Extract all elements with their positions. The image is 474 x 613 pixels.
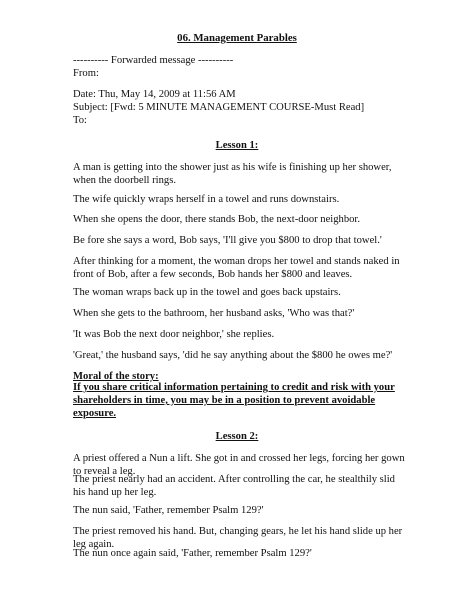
lesson-1-paragraph-6: The woman wraps back up in the towel and goes back upstairs. (73, 287, 341, 298)
lesson-1-heading: Lesson 1: (215, 140, 259, 151)
lesson-1-paragraph-7: When she gets to the bathroom, her husband asks, 'Who was that?' (73, 308, 355, 319)
lesson-2-paragraph-2: The priest nearly had an accident. After controlling the car, he stealthily slid his hand up her leg. (73, 474, 395, 498)
moral-text: If you share critical information pertaining to credit and risk with your shareholders in time, you may be in a position to prevent avoidable exposure. (73, 382, 395, 419)
lesson-2-paragraph-3: The nun said, 'Father, remember Psalm 129?' (73, 505, 264, 516)
to-line: To: (73, 115, 87, 126)
lesson-1-paragraph-3: When she opens the door, there stands Bob, the next-door neighbor. (73, 214, 361, 225)
document-title: 06. Management Parables (177, 32, 297, 44)
lesson-2-paragraph-4: The priest removed his hand. But, changing gears, he let his hand slide up her leg again. (73, 526, 403, 550)
moral-label: Moral of the story: (73, 371, 159, 382)
lesson-1-paragraph-2: The wife quickly wraps herself in a towel and runs downstairs. (73, 194, 340, 205)
lesson-1-paragraph-8: 'It was Bob the next door neighbor,' she replies. (73, 329, 275, 340)
lesson-2-paragraph-5: The nun once again said, 'Father, remember Psalm 129?' (73, 548, 312, 559)
subject-line: Subject: [Fwd: 5 MINUTE MANAGEMENT COURSE-Must Read] (73, 102, 365, 113)
lesson-1-paragraph-1: A man is getting into the shower just as his wife is finishing up her shower, when the doorbell rings. (73, 162, 392, 186)
lesson-2-paragraph-1: A priest offered a Nun a lift. She got in and crossed her legs, forcing her gown to reveal a leg. (73, 453, 405, 477)
lesson-2-heading: Lesson 2: (215, 431, 259, 442)
lesson-1-paragraph-9: 'Great,' the husband says, 'did he say anything about the $800 he owes me?' (73, 350, 393, 361)
lesson-1-paragraph-4: Be fore she says a word, Bob says, 'I'll give you $800 to drop that towel.' (73, 235, 382, 246)
date-line: Date: Thu, May 14, 2009 at 11:56 AM (73, 89, 236, 100)
lesson-1-paragraph-5: After thinking for a moment, the woman drops her towel and stands naked in front of Bob, after a few seconds, Bob hands her $800 and leaves. (73, 256, 400, 280)
from-line: From: (73, 68, 99, 79)
forwarded-marker: ---------- Forwarded message ---------- (73, 55, 234, 66)
